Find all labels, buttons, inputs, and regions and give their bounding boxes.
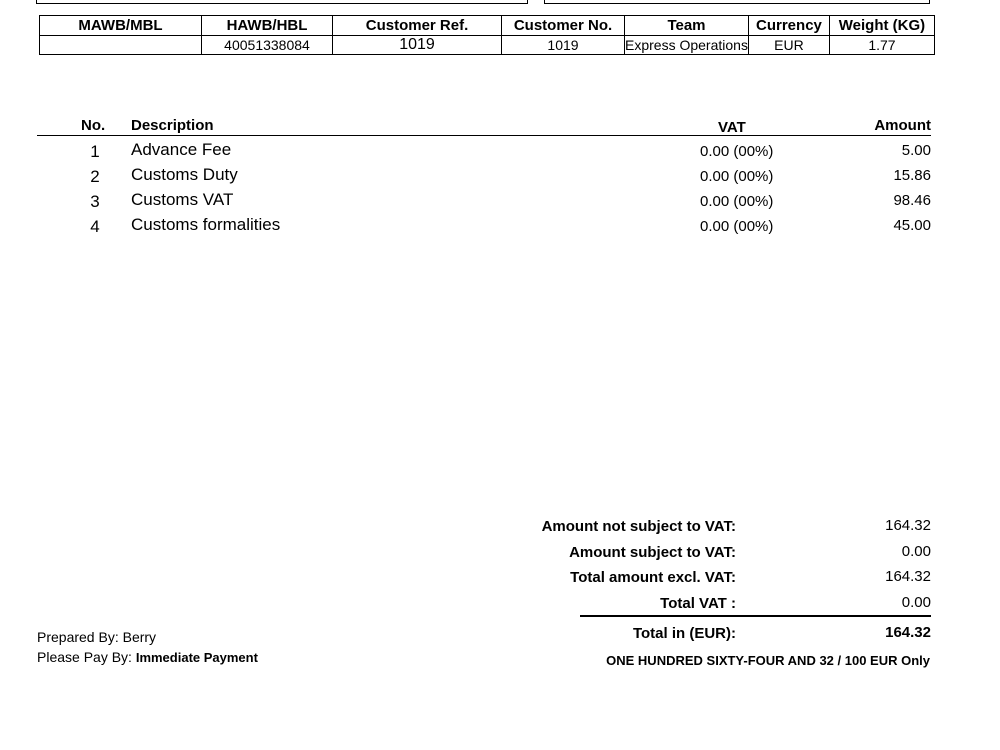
address-box-left [36, 0, 528, 4]
line-item [37, 190, 931, 214]
shipment-details-table [39, 15, 935, 55]
line-item [37, 140, 931, 164]
customer-no-value: 1019 [502, 36, 625, 55]
shipment-value-row [40, 36, 935, 55]
col-header-hawb: HAWB/HBL [202, 16, 333, 36]
team-value: Express Operations [625, 37, 748, 53]
amount-in-words: ONE HUNDRED SIXTY-FOUR AND 32 / 100 EUR Only [606, 653, 930, 668]
line-vat: 0.00 (00%) [700, 143, 774, 160]
line-amount: 45.00 [893, 217, 931, 234]
line-amount: 98.46 [893, 192, 931, 209]
line-description: Advance Fee [131, 140, 232, 159]
line-items-header [37, 116, 931, 136]
col-header-customer-no: Customer No. [502, 16, 625, 36]
weight-value: 1.77 [829, 36, 934, 55]
amount-subject-label: Amount subject to VAT: [569, 544, 736, 561]
shipment-header-row [40, 16, 935, 36]
customer-ref-value: 1019 [333, 36, 502, 55]
col-header-team: Team [625, 16, 749, 36]
amount-subject-value: 0.00 [901, 543, 931, 560]
totals-divider [580, 615, 931, 617]
address-box-right [544, 0, 930, 4]
hawb-value: 40051338084 [202, 36, 333, 55]
grand-total-label: Total in (EUR): [632, 625, 736, 642]
total-vat-label: Total VAT : [660, 595, 736, 612]
header-no: No. [81, 117, 106, 134]
line-vat: 0.00 (00%) [700, 218, 774, 235]
grand-total-value: 164.32 [885, 624, 931, 641]
line-description: Customs VAT [131, 190, 234, 209]
header-amount: Amount [874, 117, 931, 134]
prepared-by-label: Prepared By: [37, 629, 119, 645]
line-description: Customs Duty [131, 165, 238, 184]
pay-by-label: Please Pay By: [37, 649, 132, 665]
total-vat-value: 0.00 [901, 594, 931, 611]
line-vat: 0.00 (00%) [700, 193, 774, 210]
col-header-currency: Currency [748, 16, 829, 36]
line-amount: 5.00 [901, 142, 931, 159]
prepared-by-value: Berry [122, 629, 157, 645]
col-header-mawb: MAWB/MBL [40, 16, 202, 36]
line-no: 3 [90, 192, 100, 211]
total-excl-vat-label: Total amount excl. VAT: [570, 569, 736, 586]
col-header-weight: Weight (KG) [829, 16, 934, 36]
prepared-by [37, 629, 156, 645]
header-vat: VAT [718, 119, 746, 136]
amount-not-subject-label: Amount not subject to VAT: [541, 518, 736, 535]
pay-by [37, 649, 258, 665]
amount-not-subject-value: 164.32 [885, 517, 931, 534]
mawb-value [40, 36, 202, 55]
total-excl-vat-value: 164.32 [885, 568, 931, 585]
col-header-customer-ref: Customer Ref. [333, 16, 502, 36]
line-item [37, 215, 931, 239]
header-description: Description [131, 117, 214, 134]
line-no: 4 [90, 217, 100, 236]
line-amount: 15.86 [893, 167, 931, 184]
currency-value: EUR [748, 36, 829, 55]
line-no: 2 [90, 167, 100, 186]
pay-by-value: Immediate Payment [135, 650, 258, 665]
line-item [37, 165, 931, 189]
line-no: 1 [90, 142, 100, 161]
line-vat: 0.00 (00%) [700, 168, 774, 185]
line-description: Customs formalities [131, 215, 281, 234]
